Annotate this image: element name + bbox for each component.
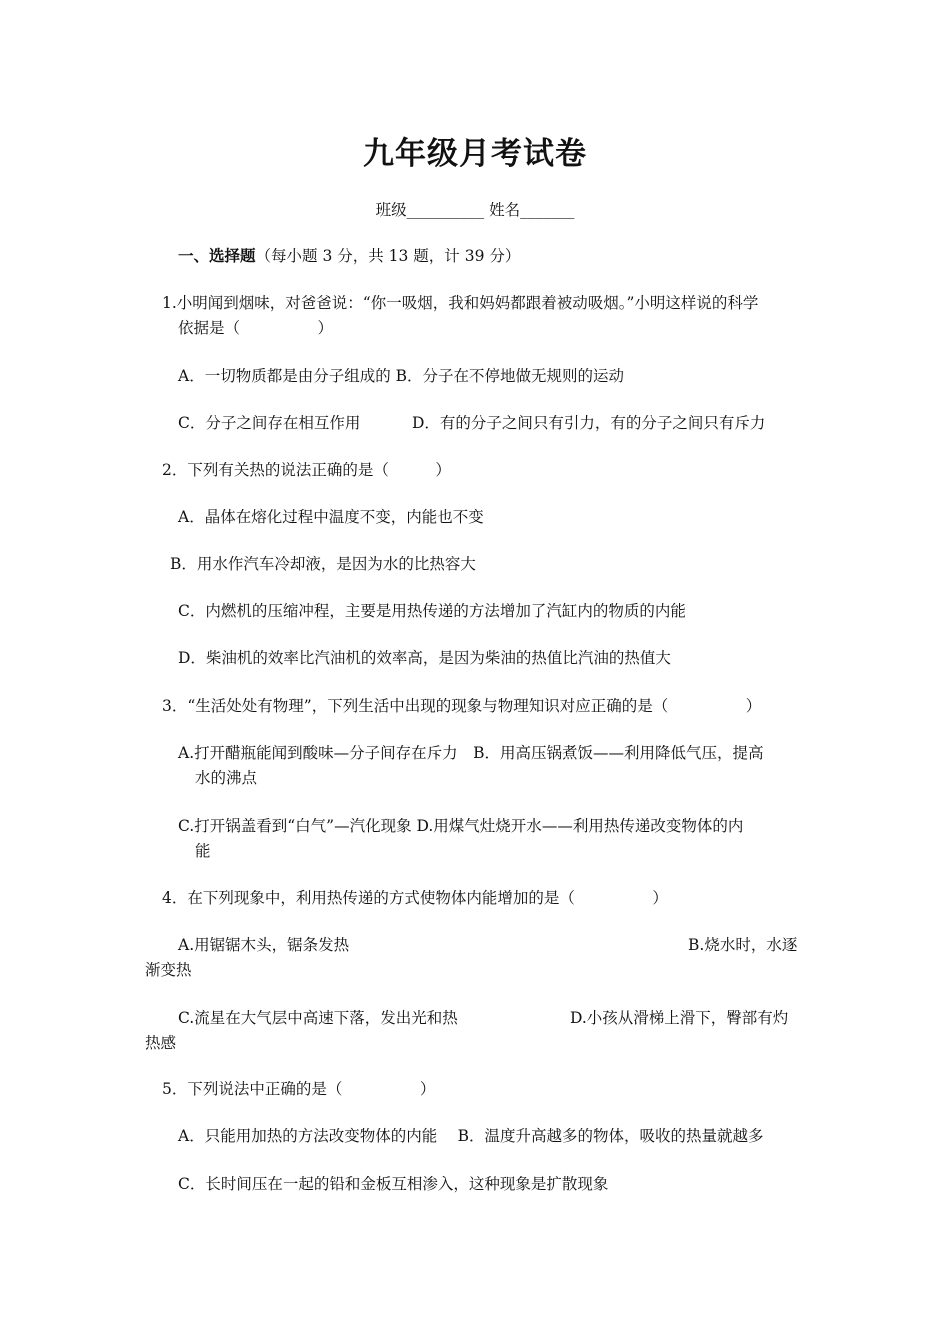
section-heading xyxy=(178,244,520,268)
question-5: 5．下列说法中正确的是（ ） xyxy=(162,1080,436,1098)
question-1-option-c: C．分子之间存在相互作用 xyxy=(178,414,361,432)
question-1-line-2: 依据是（ ） xyxy=(178,319,334,337)
question-2-option-c: C．内燃机的压缩冲程，主要是用热传递的方法增加了汽缸内的物质的内能 xyxy=(178,602,686,620)
question-4-option-b-wrap: 渐变热 xyxy=(145,961,192,979)
question-4-option-c: C.流星在大气层中高速下落，发出光和热 xyxy=(178,1009,458,1027)
question-1-option-d: D．有的分子之间只有引力，有的分子之间只有斥力 xyxy=(412,414,766,432)
question-4-option-d-wrap: 热感 xyxy=(145,1034,177,1052)
question-4: 4．在下列现象中，利用热传递的方式使物体内能增加的是（ ） xyxy=(162,889,668,907)
question-3-options-ab-line-2: 水的沸点 xyxy=(195,769,258,787)
question-3-options-ab-line-1: A.打开醋瓶能闻到酸味—分子间存在斥力 B．用高压锅煮饭——利用降低气压，提高 xyxy=(178,744,764,762)
page-title: 九年级月考试卷 xyxy=(363,136,587,172)
section-note: （每小题 3 分，共 13 题，计 39 分） xyxy=(255,247,521,265)
question-5-option-c: C．长时间压在一起的铅和金板互相渗入，这种现象是扩散现象 xyxy=(178,1175,609,1193)
student-info-line: 班级__________ 姓名_______ xyxy=(375,201,575,219)
question-4-option-a: A.用锯锯木头，锯条发热 xyxy=(178,936,350,954)
question-1-options-ab: A．一切物质都是由分子组成的 B．分子在不停地做无规则的运动 xyxy=(178,367,625,385)
section-title: 一、选择题 xyxy=(178,247,256,265)
question-2: 2．下列有关热的说法正确的是（ ） xyxy=(162,461,451,479)
question-4-option-d: D.小孩从滑梯上滑下，臀部有灼 xyxy=(570,1009,789,1027)
question-2-option-d: D．柴油机的效率比汽油机的效率高，是因为柴油的热值比汽油的热值大 xyxy=(178,649,671,667)
question-2-option-a: A．晶体在熔化过程中温度不变，内能也不变 xyxy=(178,508,484,526)
question-4-option-b: B.烧水时，水逐 xyxy=(688,936,798,954)
question-3-options-cd-line-1: C.打开锅盖看到“白气”—汽化现象 D.用煤气灶烧开水——利用热传递改变物体的内 xyxy=(178,817,744,835)
question-3-options-cd-line-2: 能 xyxy=(195,842,211,860)
question-3: 3．“生活处处有物理”，下列生活中出现的现象与物理知识对应正确的是（ ） xyxy=(162,697,762,715)
question-2-option-b: B．用水作汽车冷却液，是因为水的比热容大 xyxy=(170,555,476,573)
question-1-line-1: 1.小明闻到烟味，对爸爸说：“你一吸烟，我和妈妈都跟着被动吸烟。”小明这样说的科学 xyxy=(162,294,759,312)
question-5-options-ab: A．只能用加热的方法改变物体的内能 B．温度升高越多的物体，吸收的热量就越多 xyxy=(178,1127,764,1145)
